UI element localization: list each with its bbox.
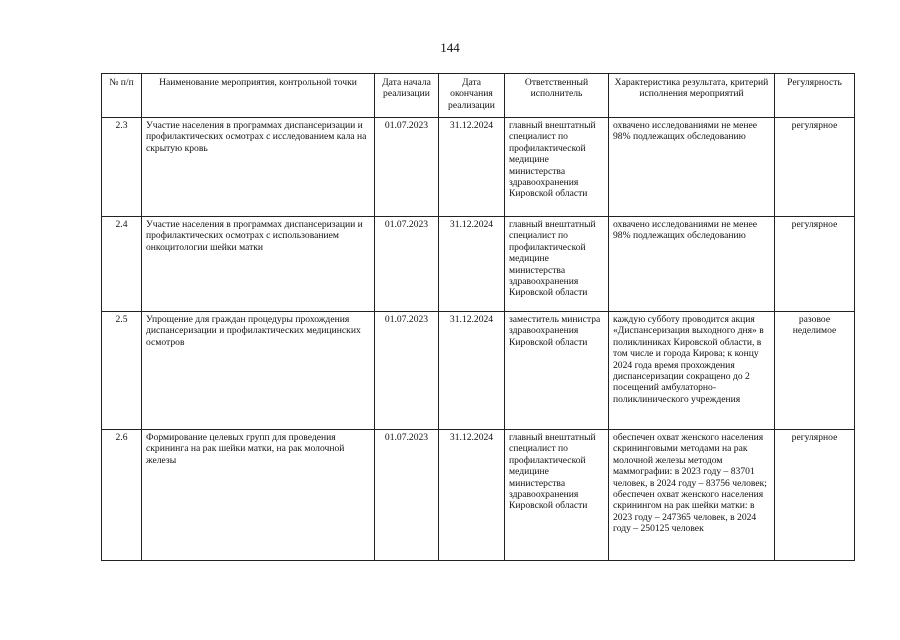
- measure-name: Участие населения в программах диспансеризации и профилактических осмотрах с исследованием кала на скрытую кровь: [142, 118, 375, 217]
- header-end-date: Дата окончания реализации: [439, 74, 505, 118]
- regularity: регулярное: [775, 118, 855, 217]
- header-responsible: Ответственный исполнитель: [505, 74, 609, 118]
- header-name: Наименование мероприятия, контрольной точки: [142, 74, 375, 118]
- responsible-executor: главный внештатный специалист по профилактической медицине министерства здравоохранения Кировской области: [505, 430, 609, 561]
- table-row: [102, 430, 855, 561]
- regularity: регулярное: [775, 217, 855, 312]
- end-date: 31.12.2024: [439, 312, 505, 430]
- header-result: Характеристика результата, критерий исполнения мероприятий: [609, 74, 775, 118]
- end-date: 31.12.2024: [439, 118, 505, 217]
- measure-name: Формирование целевых групп для проведения скрининга на рак шейки матки, на рак молочной железы: [142, 430, 375, 561]
- table-row: [102, 312, 855, 430]
- start-date: 01.07.2023: [375, 312, 439, 430]
- result-description: обеспечен охват женского населения скрининговыми методами на рак молочной железы методом маммографии: в 2023 году – 83701 человек, в 2024 году – 83756 человек; обеспечен охват женского населения скринингом на рак шейки матки: в 2023 году – 247365 человек, в 2024 году – 250125 человек: [609, 430, 775, 561]
- result-description: каждую субботу проводится акция «Диспансеризация выходного дня» в поликлиниках Кировской области, в том числе и города Кирова; к концу 2024 года время прохождения диспансеризации сокращено до 2 посещений амбулаторно-поликлинического учреждения: [609, 312, 775, 430]
- result-description: охвачено исследованиями не менее 98% подлежащих обследованию: [609, 217, 775, 312]
- table-row: [102, 118, 855, 217]
- measures-table: [101, 73, 855, 561]
- regularity: разовое неделимое: [775, 312, 855, 430]
- row-number: 2.4: [102, 217, 142, 312]
- end-date: 31.12.2024: [439, 430, 505, 561]
- start-date: 01.07.2023: [375, 118, 439, 217]
- responsible-executor: главный внештатный специалист по профилактической медицине министерства здравоохранения Кировской области: [505, 118, 609, 217]
- end-date: 31.12.2024: [439, 217, 505, 312]
- page-number: 144: [440, 40, 460, 55]
- header-num: № п/п: [102, 74, 142, 118]
- row-number: 2.3: [102, 118, 142, 217]
- responsible-executor: заместитель министра здравоохранения Кировской области: [505, 312, 609, 430]
- measure-name: Участие населения в программах диспансеризации и профилактических осмотрах с использованием онкоцитологии шейки матки: [142, 217, 375, 312]
- start-date: 01.07.2023: [375, 430, 439, 561]
- table-row: [102, 217, 855, 312]
- row-number: 2.5: [102, 312, 142, 430]
- header-regularity: Регулярность: [775, 74, 855, 118]
- start-date: 01.07.2023: [375, 217, 439, 312]
- result-description: охвачено исследованиями не менее 98% подлежащих обследованию: [609, 118, 775, 217]
- header-start-date: Дата начала реализации: [375, 74, 439, 118]
- table-header-row: [102, 74, 855, 118]
- regularity: регулярное: [775, 430, 855, 561]
- measure-name: Упрощение для граждан процедуры прохождения диспансеризации и профилактических медицинских осмотров: [142, 312, 375, 430]
- row-number: 2.6: [102, 430, 142, 561]
- responsible-executor: главный внештатный специалист по профилактической медицине министерства здравоохранения Кировской области: [505, 217, 609, 312]
